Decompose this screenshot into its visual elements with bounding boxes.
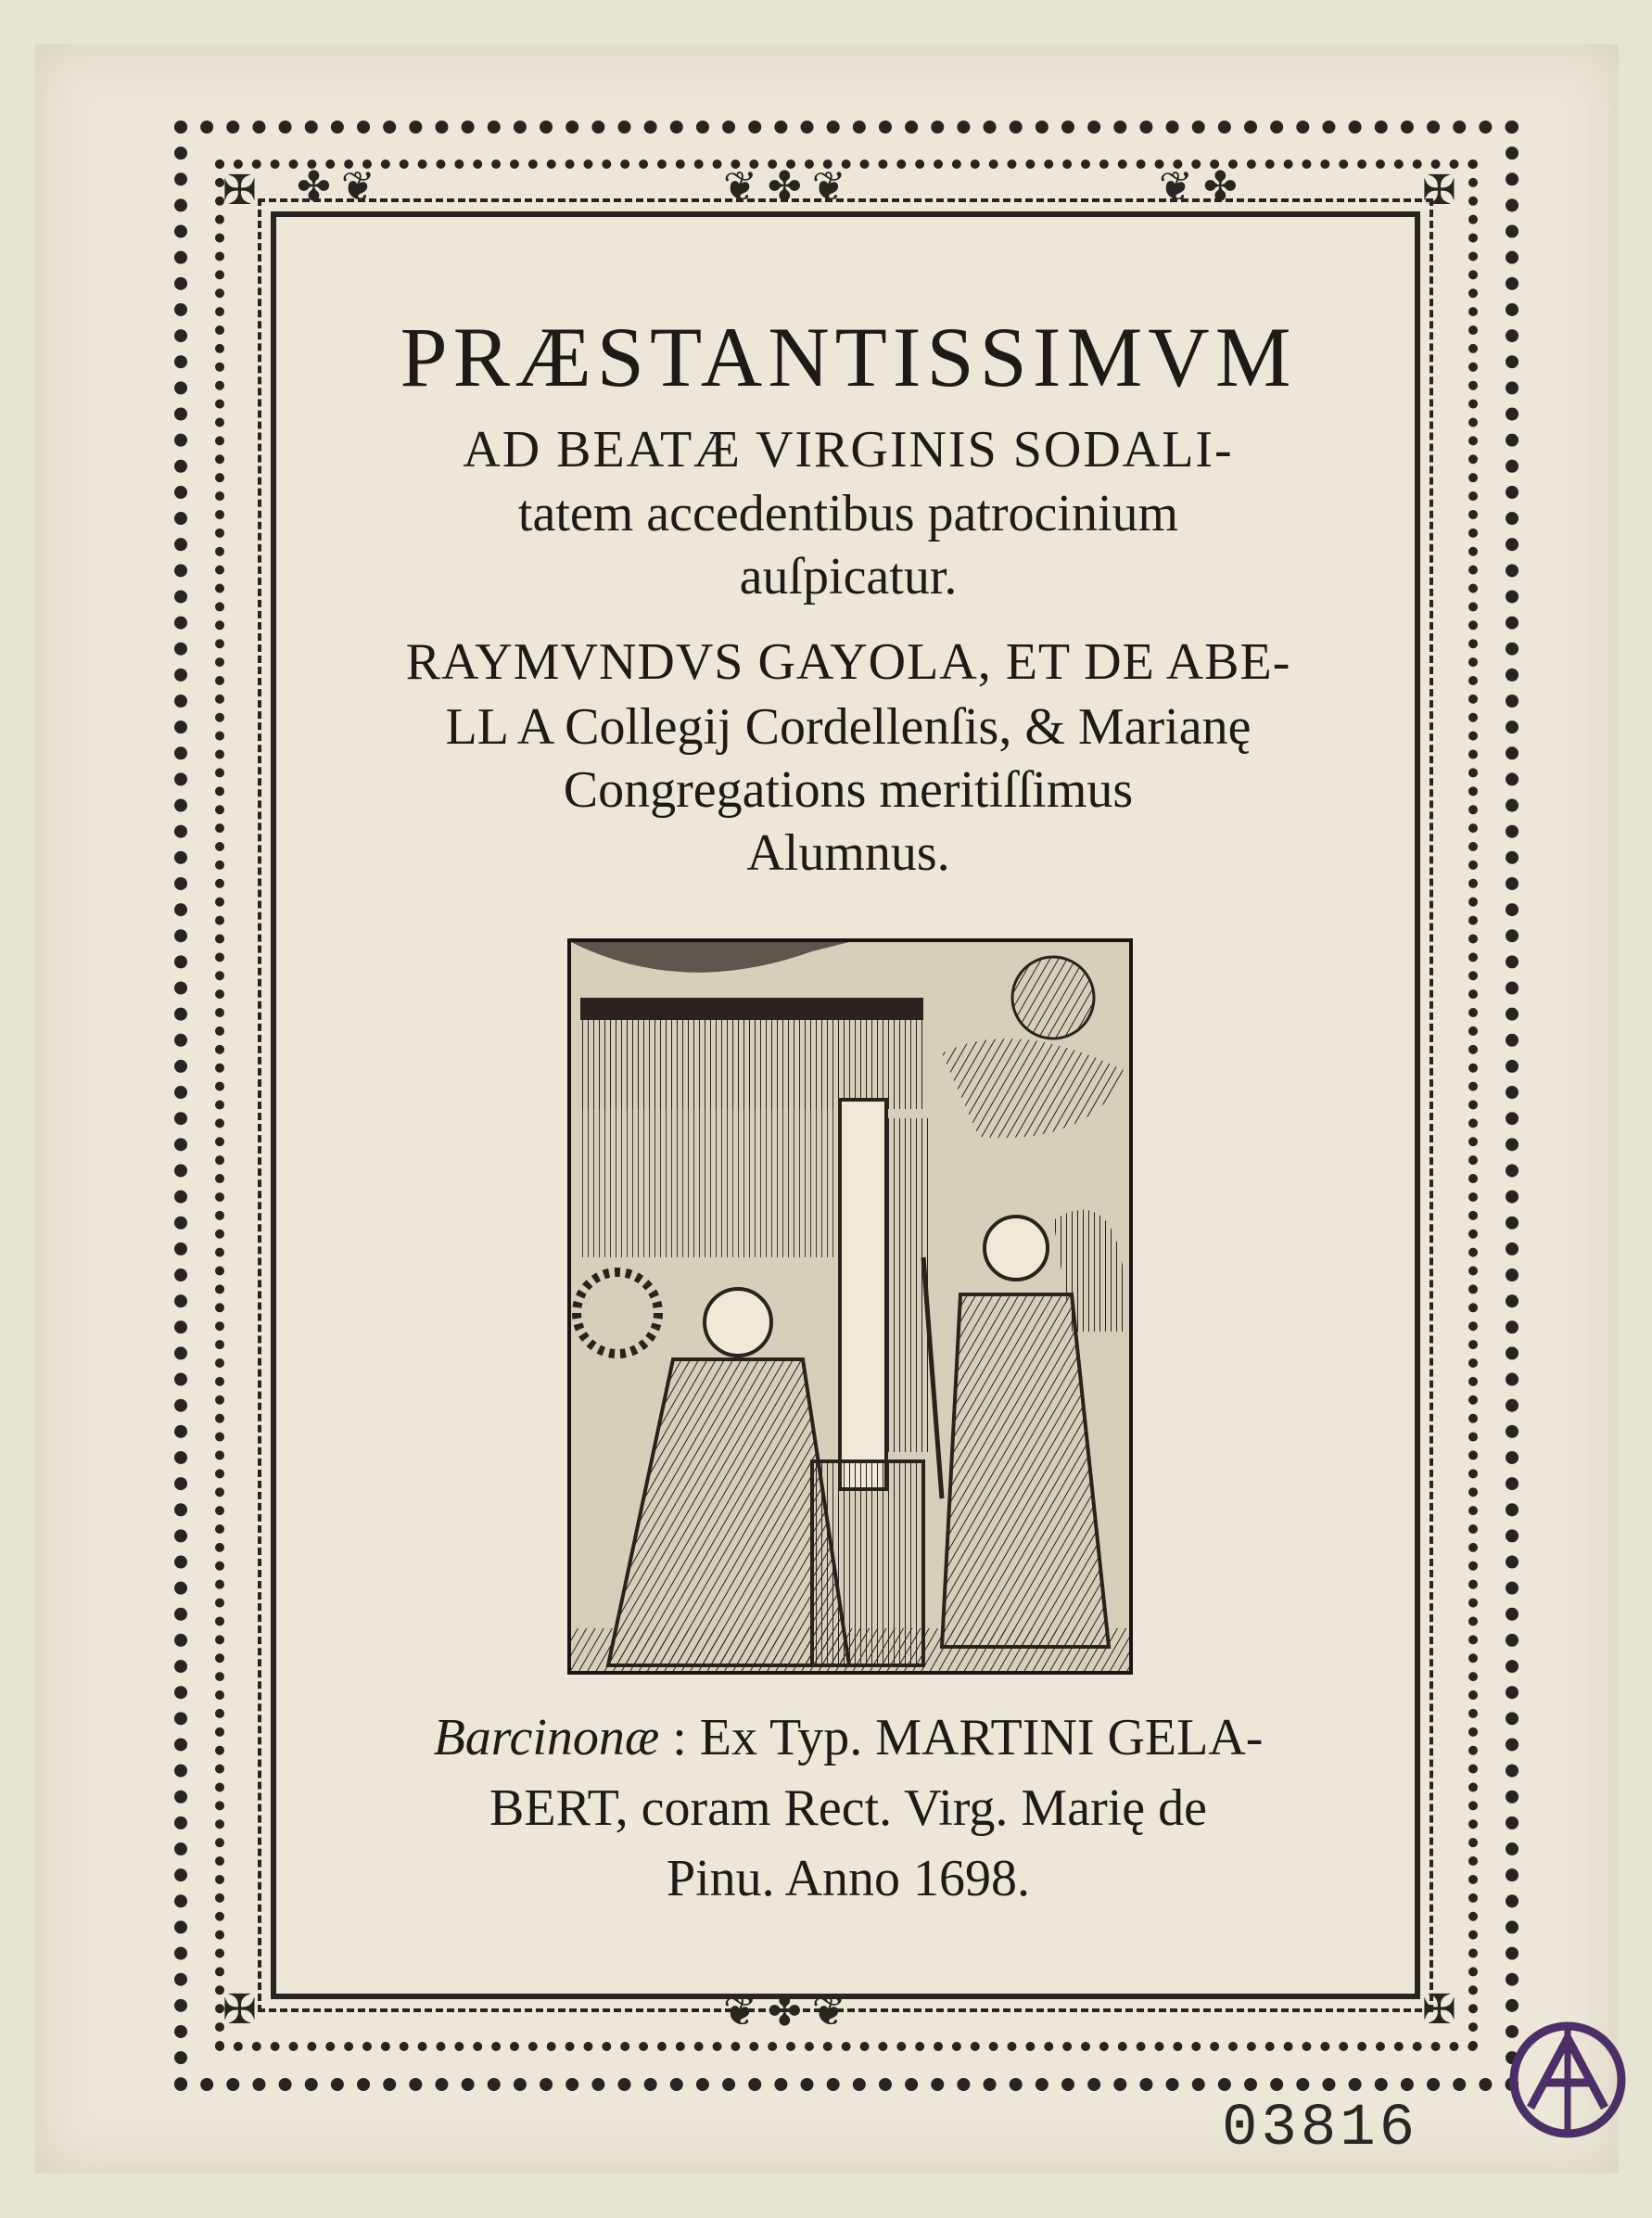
- cross-ornament-icon: ✠: [222, 168, 257, 213]
- fleuron-ornament-icon: ❦ ✤ ❦: [723, 1989, 846, 2034]
- fleuron-ornament-icon: ❦ ✤: [1159, 164, 1238, 210]
- annunciation-woodcut: [567, 938, 1133, 1675]
- cross-ornament-icon: ✠: [222, 1987, 257, 2033]
- woodcut-illustration: [571, 942, 1129, 1671]
- library-stamp: [1498, 2010, 1637, 2149]
- author-line: Alumnus.: [746, 824, 950, 882]
- author-line: LL A Collegij Cordellenſis, & Marianę: [445, 698, 1252, 756]
- subtitle-line: auſpicatur.: [739, 548, 958, 605]
- imprint-block: [315, 1702, 1381, 1914]
- author-line: Congregations meritiſſimus: [563, 761, 1134, 819]
- title-block: [315, 306, 1381, 885]
- subtitle-line: AD BEATÆ VIRGINIS SODALI-: [463, 421, 1234, 478]
- fleuron-ornament-icon: ❦ ✤ ❦: [723, 164, 846, 210]
- subtitle-line: tatem accedentibus patrocinium: [517, 485, 1179, 542]
- author-line: RAYMVNDVS GAYOLA, ET DE ABE-: [405, 633, 1291, 691]
- imprint-date: Pinu. Anno 1698.: [666, 1850, 1031, 1907]
- imprint-line: [315, 1702, 1381, 1773]
- imprint-line: BERT, coram Rect. Virg. Marię de: [489, 1779, 1207, 1837]
- author-block: [315, 629, 1381, 885]
- imprint-place: Barcinonæ: [433, 1709, 660, 1766]
- main-title: PRÆSTANTISSIMVM: [400, 310, 1297, 404]
- fleuron-ornament-icon: ✤ ❦: [297, 164, 375, 210]
- cross-ornament-icon: ✠: [1422, 168, 1456, 213]
- imprint-printer: : Ex Typ. MARTINI GELA-: [672, 1709, 1264, 1766]
- catalog-number: 03816: [1222, 2096, 1419, 2162]
- cross-ornament-icon: ✠: [1422, 1987, 1456, 2033]
